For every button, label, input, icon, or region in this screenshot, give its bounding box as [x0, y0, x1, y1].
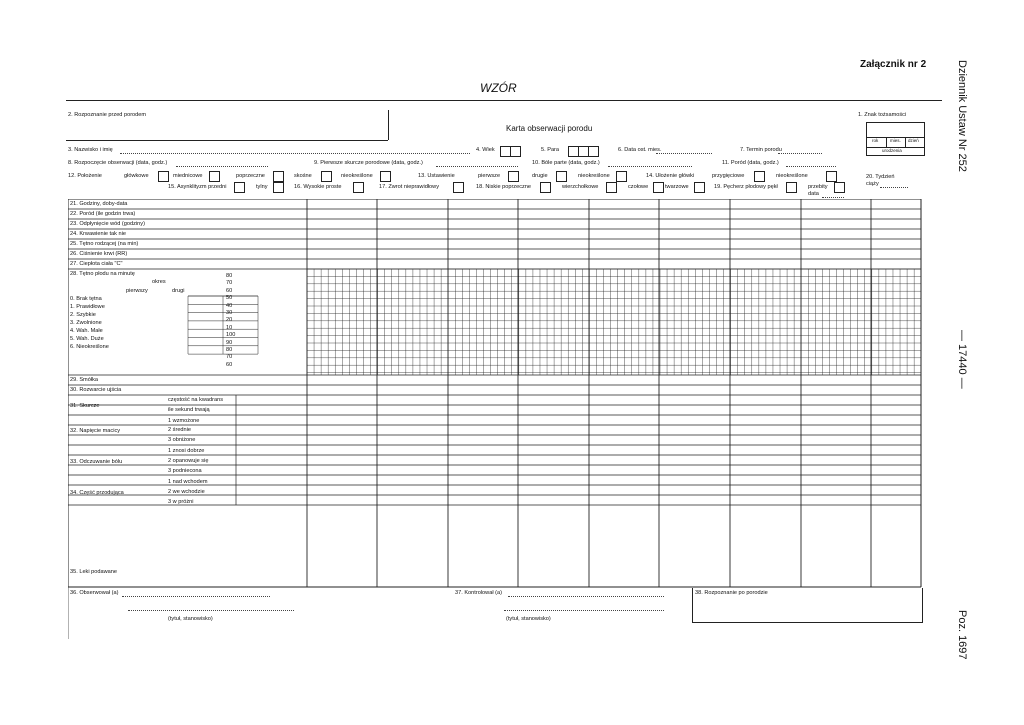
field-14-label: 14. Ułożenie główki	[646, 173, 695, 179]
scale-tick-label: 30	[226, 310, 233, 316]
diagnosis-line	[66, 140, 388, 141]
birth-label: urodzenia	[882, 148, 902, 153]
scale-tick-label: 10	[226, 324, 233, 331]
high-straight-checkbox[interactable]	[353, 182, 364, 193]
second-label: drugie	[532, 173, 548, 179]
position-unspecified-checkbox[interactable]	[380, 171, 391, 182]
scale-tick-label: 40	[226, 302, 233, 309]
card-title: Karta obserwacji porodu	[506, 124, 593, 133]
row-32b-label: 2 średnie	[168, 427, 192, 433]
scale-tick-label: 80	[226, 347, 233, 353]
field-19-label: 19. Pęcherz płodowy pękł	[714, 184, 778, 190]
field-15-label: 15. Asynklityzm przedni	[168, 184, 227, 190]
breech-checkbox[interactable]	[209, 171, 220, 182]
legend-item: 1. Prawidłowe	[70, 304, 105, 310]
row-33b-label: 2 opanowuje się	[168, 458, 209, 464]
appendix-label: Załącznik nr 2	[860, 59, 927, 70]
period-label: okres	[152, 279, 166, 285]
pregnancy-week-label: ciąży	[866, 181, 879, 187]
flexion-label: przygięciowe	[712, 173, 745, 179]
row-31a-label: częstość na kwadrans	[168, 397, 224, 403]
due-date-dotted	[778, 153, 822, 154]
age-box-2[interactable]	[510, 146, 521, 157]
pierced-label: przebity	[808, 184, 828, 190]
posterior-checkbox[interactable]	[273, 182, 284, 193]
rupture-date-label: data	[808, 191, 819, 197]
field-20-label: 20. Tydzień	[866, 174, 895, 180]
legend-item: 3. Zwolnione	[70, 320, 102, 326]
row-30-label: 30. Rozwarcie ujścia	[70, 387, 122, 393]
row-24-label: 24. Krwawienie tak nie	[70, 231, 126, 237]
scale-tick-label: 60	[226, 361, 233, 368]
field-2-label: 2. Rozpoznanie przed porodem	[68, 112, 147, 118]
scale-tick-label: 70	[226, 354, 233, 361]
field-38-label: 38. Rozpoznanie po porodzie	[695, 590, 768, 596]
legend-item: 5. Wah. Duże	[70, 336, 104, 342]
para-box-3[interactable]	[588, 146, 599, 157]
row-21-label: 21. Godziny, doby-data	[70, 201, 128, 207]
row-34a-label: 1 nad wchodem	[168, 479, 208, 485]
observer-title-dotted	[128, 610, 294, 611]
observer-dotted	[122, 596, 270, 597]
wzor-label: WZÓR	[480, 81, 517, 95]
oblique-label: skośne	[294, 173, 312, 179]
field-16-label: 16. Wysokie proste	[294, 184, 342, 190]
oblique-checkbox[interactable]	[321, 171, 332, 182]
scale-tick-label: 90	[226, 339, 233, 346]
name-dotted-line	[120, 153, 470, 154]
field-7-label: 7. Termin porodu	[740, 147, 782, 153]
first-checkbox[interactable]	[508, 171, 519, 182]
field-9-label: 9. Pierwsze skurcze porodowe (data, godz.)	[314, 160, 423, 166]
transverse-label: poprzeczne	[236, 173, 265, 179]
field-17-label: 17. Zwrot nieprawidłowy	[379, 184, 440, 190]
head-unspecified-checkbox[interactable]	[826, 171, 837, 182]
scale-tick-label: 20	[226, 317, 233, 324]
field-37-label: 37. Kontrolował (a)	[455, 590, 502, 596]
field-36-label: 36. Obserwował (a)	[70, 590, 119, 596]
posterior-label: tylny	[256, 184, 268, 190]
face-checkbox[interactable]	[694, 182, 705, 193]
field-1-label: 1. Znak tożsamości	[858, 112, 907, 118]
controller-title-label: (tytuł, stanowisko)	[506, 616, 551, 622]
pregnancy-week-dotted	[880, 187, 908, 188]
row-34c-label: 3 w próżni	[168, 499, 194, 505]
row-22-label: 22. Poród (ile godzin trwa)	[70, 211, 136, 217]
flexion-checkbox[interactable]	[754, 171, 765, 182]
day-label: dzień	[908, 138, 919, 143]
pierced-checkbox[interactable]	[834, 182, 845, 193]
first-period-label: pierwszy	[126, 288, 148, 294]
field-11-label: 11. Poród (data, godz.)	[722, 160, 779, 166]
last-period-dotted	[656, 153, 712, 154]
cephalic-checkbox[interactable]	[158, 171, 169, 182]
row-34b-label: 2 we wchodzie	[168, 489, 205, 495]
row-31b-label: ile sekund trwają	[168, 407, 210, 413]
legend-item: 0. Brak tętna	[70, 296, 102, 302]
controller-dotted	[508, 596, 664, 597]
field-5-label: 5. Para	[541, 147, 560, 153]
second-period-label: drugi	[172, 288, 185, 294]
scale-tick-label: 80	[226, 273, 233, 279]
observer-title-label: (tytuł, stanowisko)	[168, 616, 213, 622]
row-23-label: 23. Odpłynięcie wód (godziny)	[70, 221, 145, 227]
scale-tick-label: 60	[226, 287, 233, 294]
diagnosis-divider	[388, 110, 389, 140]
field-13-label: 13. Ustawienie	[418, 173, 455, 179]
membranes-ruptured-checkbox[interactable]	[786, 182, 797, 193]
scale-tick-label: 70	[226, 280, 233, 287]
field-10-label: 10. Bóle parte (data, godz.)	[532, 160, 600, 166]
field-18-label: 18. Niskie poprzeczne	[476, 184, 532, 190]
first-label: pierwsze	[478, 173, 501, 179]
vertex-checkbox[interactable]	[606, 182, 617, 193]
header-rule	[66, 100, 942, 101]
row-35-label: 35. Leki podawane	[70, 569, 117, 575]
cephalic-label: główkowe	[124, 173, 149, 179]
month-label: mies.	[890, 138, 901, 143]
first-contractions-dotted	[436, 166, 518, 167]
row-32-label: 32. Napięcie macicy	[70, 428, 121, 434]
legend-item: 6. Nieokreślone	[70, 344, 109, 350]
abnormal-turn-checkbox[interactable]	[453, 182, 464, 193]
rupture-date-dotted	[822, 197, 844, 198]
year-label: rok	[872, 138, 879, 143]
row-33c-label: 3 podniecona	[168, 468, 202, 474]
brow-label: czołowe	[628, 184, 649, 190]
position-unspecified-label: nieokreślone	[341, 173, 373, 179]
transverse-checkbox[interactable]	[273, 171, 284, 182]
brow-checkbox[interactable]	[653, 182, 664, 193]
breech-label: miednicowe	[173, 173, 203, 179]
legend-item: 2. Szybkie	[70, 312, 96, 318]
pushing-dotted	[608, 166, 692, 167]
row-25-label: 25. Tętno rodzącej (na min)	[70, 241, 139, 247]
row-33a-label: 1 znosi dobrze	[168, 448, 205, 454]
field-8-label: 8. Rozpoczęcie obserwacji (data, godz.)	[68, 160, 168, 166]
scale-tick-label: 50	[226, 295, 233, 302]
head-unspecified-label: nieokreślone	[776, 173, 808, 179]
scale-tick-label: 100	[226, 332, 236, 339]
legend-item: 4. Wah. Małe	[70, 328, 103, 334]
setting-unspecified-label: nieokreślone	[578, 173, 610, 179]
field-3-label: 3. Nazwisko i imię	[68, 147, 113, 153]
row-32c-label: 3 obniżone	[168, 437, 196, 443]
second-checkbox[interactable]	[556, 171, 567, 182]
row-33-label: 33. Odczuwanie bólu	[70, 459, 123, 465]
vertex-label: wierzchołkowe	[562, 184, 599, 190]
row-28-label: 28. Tętno płodu na minutę	[70, 271, 135, 277]
setting-unspecified-checkbox[interactable]	[616, 171, 627, 182]
field-4-label: 4. Wiek	[476, 147, 495, 153]
row-29-label: 29. Smółka	[70, 377, 98, 383]
controller-title-dotted	[504, 610, 664, 611]
row-32a-label: 1 wzmożone	[168, 418, 200, 424]
row-31-label: 31. Skurcze	[70, 403, 100, 409]
birth-time-dotted	[786, 166, 836, 167]
row-27-label: 27. Ciepłota ciała "C"	[70, 261, 123, 267]
face-label: twarzowe	[665, 184, 689, 190]
row-34-label: 34. Część przodująca	[70, 490, 124, 496]
field-12-label: 12. Położenie	[68, 173, 102, 179]
low-transverse-checkbox[interactable]	[540, 182, 551, 193]
identity-box[interactable]	[866, 122, 925, 156]
obs-start-dotted	[176, 166, 268, 167]
row-26-label: 26. Ciśnienie krwi (RR)	[70, 251, 128, 257]
field-6-label: 6. Data ost. mies.	[618, 147, 662, 153]
anterior-asynclitism-checkbox[interactable]	[234, 182, 245, 193]
